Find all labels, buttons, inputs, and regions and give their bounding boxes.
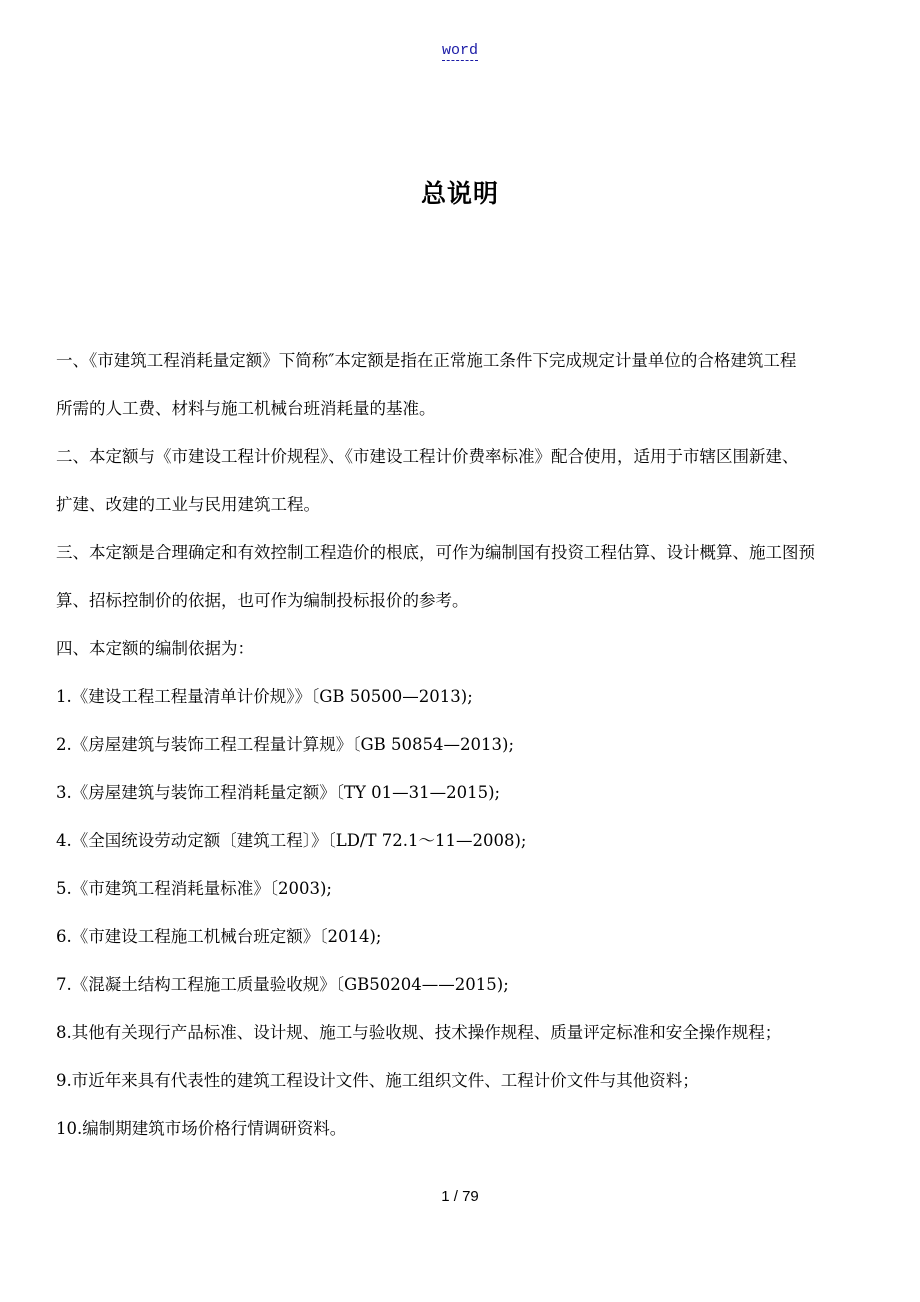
basis-item-6: 6.《市建设工程施工机械台班定额》〔2014); bbox=[56, 927, 382, 946]
paragraph-1-line-1: 一、《市建筑工程消耗量定额》下简称″本定额是指在正常施工条件下完成规定计量单位的合格建筑工程 bbox=[56, 351, 797, 370]
page-title: 总说明 bbox=[420, 179, 499, 208]
paragraph-4 bbox=[56, 625, 901, 673]
basis-item-3: 3.《房屋建筑与装饰工程消耗量定额》〔TY 01—31—2015); bbox=[56, 783, 501, 802]
basis-item-9: 9.市近年来具有代表性的建筑工程设计文件、施工组织文件、工程计价文件与其他资料； bbox=[56, 1071, 699, 1090]
paragraph-3-line-1: 三、本定额是合理确定和有效控制工程造价的根底，可作为编制国有投资工程估算、设计概算、施工图预 bbox=[56, 543, 815, 562]
header-word-link[interactable] bbox=[0, 40, 920, 62]
header-word-link-text[interactable]: word bbox=[441, 42, 478, 59]
basis-item-2: 2.《房屋建筑与装饰工程工程量计算规》〔GB 50854—2013); bbox=[56, 735, 515, 754]
basis-item-7: 7.《混凝土结构工程施工质量验收规》〔GB50204——2015); bbox=[56, 975, 509, 994]
paragraph-1 bbox=[56, 337, 901, 433]
paragraph-2-line-1: 二、本定额与《市建设工程计价规程》、《市建设工程计价费率标准》配合使用，适用于市辖区围新建、 bbox=[56, 447, 799, 466]
paragraph-2-line-2: 扩建、改建的工业与民用建筑工程。 bbox=[56, 495, 320, 514]
paragraph-2 bbox=[56, 433, 901, 529]
paragraph-4-line-1: 四、本定额的编制依据为： bbox=[56, 639, 254, 658]
basis-item-5: 5.《市建筑工程消耗量标准》〔2003); bbox=[56, 879, 332, 898]
basis-item-10: 10.编制期建筑市场价格行情调研资料。 bbox=[56, 1119, 347, 1138]
basis-item-8: 8.其他有关现行产品标准、设计规、施工与验收规、技术操作规程、质量评定标准和安全操作规程； bbox=[56, 1023, 782, 1042]
basis-item-4: 4.《全国统设劳动定额〔建筑工程〕》〔LD/T 72.1～11—2008); bbox=[56, 831, 527, 850]
document-body bbox=[56, 337, 901, 1153]
paragraph-1-line-2: 所需的人工费、材料与施工机械台班消耗量的基准。 bbox=[56, 399, 436, 418]
paragraph-3 bbox=[56, 529, 901, 625]
page-number: 1 / 79 bbox=[441, 1188, 479, 1205]
basis-item-1: 1.《建设工程工程量清单计价规》》〔GB 50500—2013); bbox=[56, 687, 473, 706]
paragraph-3-line-2: 算、招标控制价的依据，也可作为编制投标报价的参考。 bbox=[56, 591, 469, 610]
